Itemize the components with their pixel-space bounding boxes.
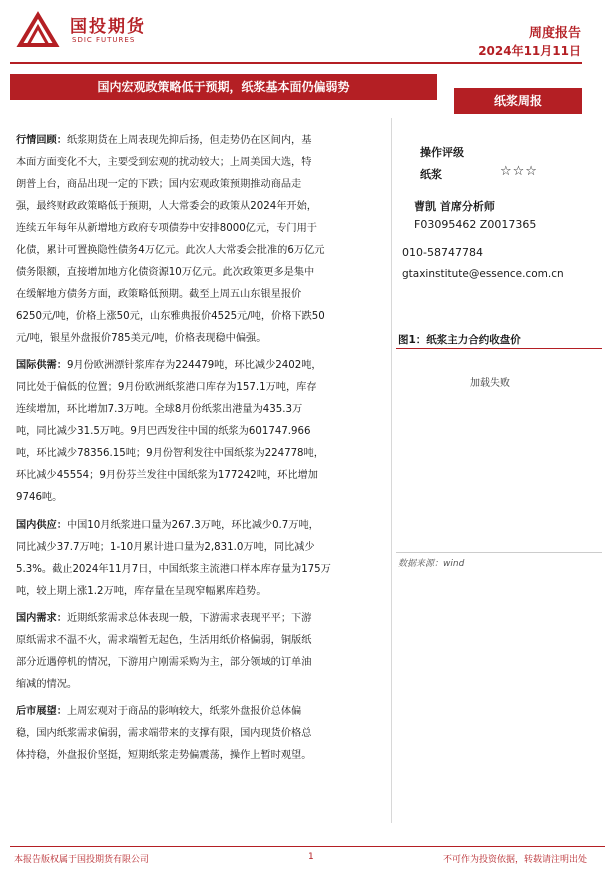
header-divider (10, 62, 582, 64)
text-line: 国内需求：近期纸浆需求总体表现一般，下游需求表现平平；下游 (16, 613, 312, 624)
text-line: 环比减少45554；9月份芬兰发往中国纸浆为177242吨，环比增加 (16, 470, 318, 481)
report-tag (454, 88, 582, 114)
report-date: 2024年11月11日 (478, 44, 581, 58)
analyst-phone: 010-58747784 (402, 246, 483, 259)
text-line: 原纸需求不温不火，需求端暂无起色，生活用纸价格偏弱，铜版纸 (16, 635, 312, 646)
title-bar (10, 74, 437, 100)
text-line: 稳，国内纸浆需求偏弱，需求端带来的支撑有限，国内现货价格总 (16, 728, 312, 739)
text-line: 6250元/吨，价格上涨50元，山东雅典报价4525元/吨，价格下跌50 (16, 311, 325, 322)
figure-load-failed: 加载失败 (470, 378, 510, 389)
section-label-supply: 国内供应： (16, 520, 67, 531)
analyst-name: 曹凯 首席分析师 (414, 200, 495, 213)
text-line: 5.3%。截止2024年11月7日，中国纸浆主流港口样本库存量为175万 (16, 564, 331, 575)
section-label-demand: 国内需求： (16, 613, 67, 624)
text-line: 体持稳，外盘报价坚挺，短期纸浆走势偏震荡，操作上暂时观望。 (16, 750, 312, 761)
footer-copyright: 本报告版权属于国投期货有限公司 (14, 855, 150, 865)
text-line: 连续五年每年从新增地方政府专项债券中安排8000亿元，专门用于 (16, 223, 317, 234)
analyst-email: gtaxinstitute@essence.com.cn (402, 268, 564, 280)
report-title: 国内宏观政策略低于预期，纸浆基本面仍偏弱势 (97, 80, 350, 94)
text-line: 9746吨。 (16, 492, 63, 503)
text-line: 同比减少37.7万吨；1-10月累计进口量为2,831.0万吨，同比减少 (16, 542, 315, 553)
text-line: 本面方面变化不大，主要受到宏观的扰动较大；上周美国大选，特 (16, 157, 312, 168)
text-line: 国际供需：9月份欧洲漂针浆库存为224479吨，环比减少2402吨， (16, 360, 322, 371)
section-label-review: 行情回顾： (16, 135, 67, 146)
footer-disclaimer: 不可作为投资依据，转载请注明出处 (442, 855, 587, 865)
text-line: 同比处于偏低的位置；9月份欧洲纸浆港口库存为157.1万吨，库存 (16, 382, 317, 393)
report-type: 周度报告 (528, 26, 581, 41)
text-line: 朗普上台，商品出现一定的下跌；国内宏观政策预期推动商品走 (16, 179, 302, 190)
figure-bottom-divider (396, 552, 602, 553)
text-line: 债务限额，直接增加地方化债资源10万亿元。此次政策更多是集中 (16, 267, 315, 278)
text-line: 部分近遇停机的情况，下游用户刚需采购为主，部分领域的订单油 (16, 657, 312, 668)
analyst-cert: F03095462 Z0017365 (414, 218, 537, 231)
text-line: 强，最终财政政策略低于预期，人大常委会的政策从2024年开始， (16, 201, 317, 212)
text-line: 连续增加，环比增加7.3万吨。全球8月份纸浆出港量为435.3万 (16, 404, 303, 415)
section-label-outlook: 后市展望： (16, 706, 67, 717)
text-line: 吨，环比减少78356.15吨；9月份智利发往中国纸浆为224778吨， (16, 448, 324, 459)
text-line: 元/吨，银星外盘报价785美元/吨，价格表现稳中偏强。 (16, 333, 267, 344)
text-line: 缩减的情况。 (16, 679, 78, 690)
text-line: 化债，累计可置换隐性债务4万亿元。此次人大常委会批准的6万亿元 (16, 245, 325, 256)
section-label-intl: 国际供需： (16, 360, 67, 371)
logo-icon (14, 11, 64, 51)
rating-label: 操作评级 (420, 146, 464, 159)
text-line: 后市展望：上周宏观对于商品的影响较大，纸浆外盘报价总体偏 (16, 706, 302, 717)
report-tag-label: 纸浆周报 (493, 94, 542, 108)
figure-divider (396, 348, 602, 349)
text-line: 国内供应：中国10月纸浆进口量为267.3万吨，环比减少0.7万吨， (16, 520, 319, 531)
text-line: 吨，同比减少31.5万吨。9月巴西发往中国的纸浆为601747.966 (16, 426, 311, 437)
text-line: 在缓解地方债务方面，政策略低预期。截至上周五山东银星报价 (16, 289, 302, 300)
column-divider (391, 118, 392, 823)
figure-source: 数据来源：wind (398, 559, 465, 569)
text-line: 行情回顾：纸浆期货在上周表现先抑后扬，但走势仍在区间内，基 (16, 135, 312, 146)
logo-english: SDIC FUTURES (72, 36, 136, 44)
rating-product: 纸浆 (420, 168, 442, 181)
rating-stars: ☆☆☆ (500, 164, 538, 179)
logo-name: 国投期货 (70, 17, 146, 37)
figure-title: 图1：纸浆主力合约收盘价 (398, 334, 521, 346)
footer-divider (10, 846, 605, 847)
text-line: 吨，较上期上涨1.2万吨，库存量在呈现窄幅累库趋势。 (16, 586, 267, 597)
page-number: 1 (308, 852, 314, 862)
